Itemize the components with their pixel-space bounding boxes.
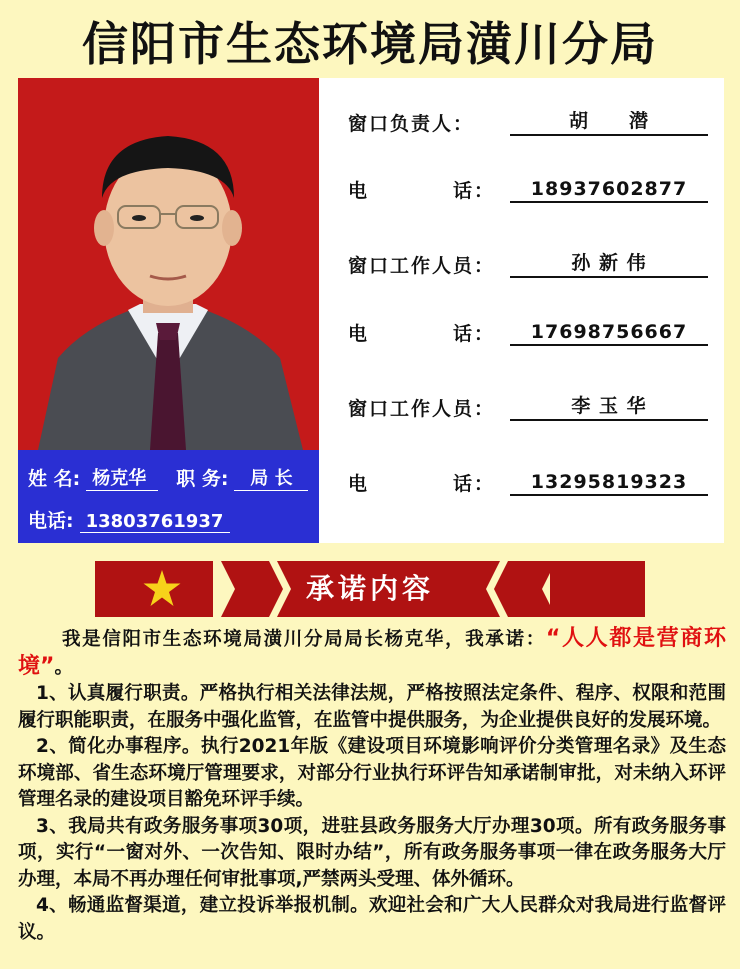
contact-label: 电 话： <box>348 323 496 345</box>
contact-value: 李 玉 华 <box>510 391 708 421</box>
commitment-item: 1、认真履行职责。严格执行相关法律法规，严格按照法定条件、程序、权限和范围履行职能职责，在服务中强化监管，在监管中提供服务，为企业提供良好的发展环境。 <box>18 683 726 731</box>
leader-photo <box>18 78 319 450</box>
commitment-item: 2、简化办事程序。执行2021年版《建设项目环境影响评价分类管理名录》及生态环境部、省生态环境厅管理要求，对部分行业执行环评告知承诺制审批，对未纳入环评管理名录的建设项目豁免环评手续。 <box>18 736 726 810</box>
commitment-banner <box>95 561 645 617</box>
contact-value: 18937602877 <box>510 178 708 203</box>
contact-row <box>348 391 708 421</box>
intro-text: 我是信阳市生态环境局潢川分局局长杨克华，我承诺： <box>62 629 546 650</box>
contact-value: 13295819323 <box>510 471 708 496</box>
contact-value: 孙 新 伟 <box>510 248 708 278</box>
commitment-intro <box>18 626 726 681</box>
leader-phone-row <box>28 506 230 533</box>
contact-label: 窗口工作人员： <box>348 255 496 277</box>
leader-phone: 13803761937 <box>80 511 230 533</box>
contact-list <box>348 78 718 543</box>
contact-row <box>348 248 708 278</box>
contact-row <box>348 469 708 496</box>
contact-label: 电 话： <box>348 180 496 202</box>
leader-name: 杨克华 <box>86 464 158 491</box>
page-title: 信阳市生态环境局潢川分局 <box>82 17 658 71</box>
slogan-text: “人人都是营商环境” <box>18 626 726 679</box>
contact-label: 窗口负责人： <box>348 113 475 135</box>
contact-row <box>348 319 708 346</box>
commitment-body <box>18 626 726 946</box>
intro-end: 。 <box>54 656 73 678</box>
name-label: 姓 名: <box>28 468 81 490</box>
leader-name-row <box>28 464 308 491</box>
commitment-item: 3、我局共有政务服务事项30项，进驻县政务服务大厅办理30项。所有政务服务事项，实行“一窗对外、一次告知、限时办结”，所有政务服务事项一律在政务服务大厅办理，本局不再办理任何审批事项,严禁两头受理、体外循环。 <box>18 815 726 890</box>
contact-card <box>18 78 724 543</box>
leader-info-box <box>18 450 319 543</box>
contact-row <box>348 176 708 203</box>
contact-label: 电 话： <box>348 473 496 495</box>
commitment-heading: 承诺内容 <box>305 572 434 605</box>
contact-value: 17698756667 <box>510 321 708 346</box>
leader-position: 局 长 <box>234 464 308 491</box>
commitment-item: 4、畅通监督渠道，建立投诉举报机制。欢迎社会和广大人民群众对我局进行监督评议。 <box>18 895 726 943</box>
contact-value: 胡 潜 <box>510 106 708 136</box>
leader-phone-label: 电话: <box>28 510 74 532</box>
contact-label: 窗口工作人员： <box>348 398 496 420</box>
position-label: 职 务: <box>176 468 229 490</box>
contact-row <box>348 106 708 136</box>
